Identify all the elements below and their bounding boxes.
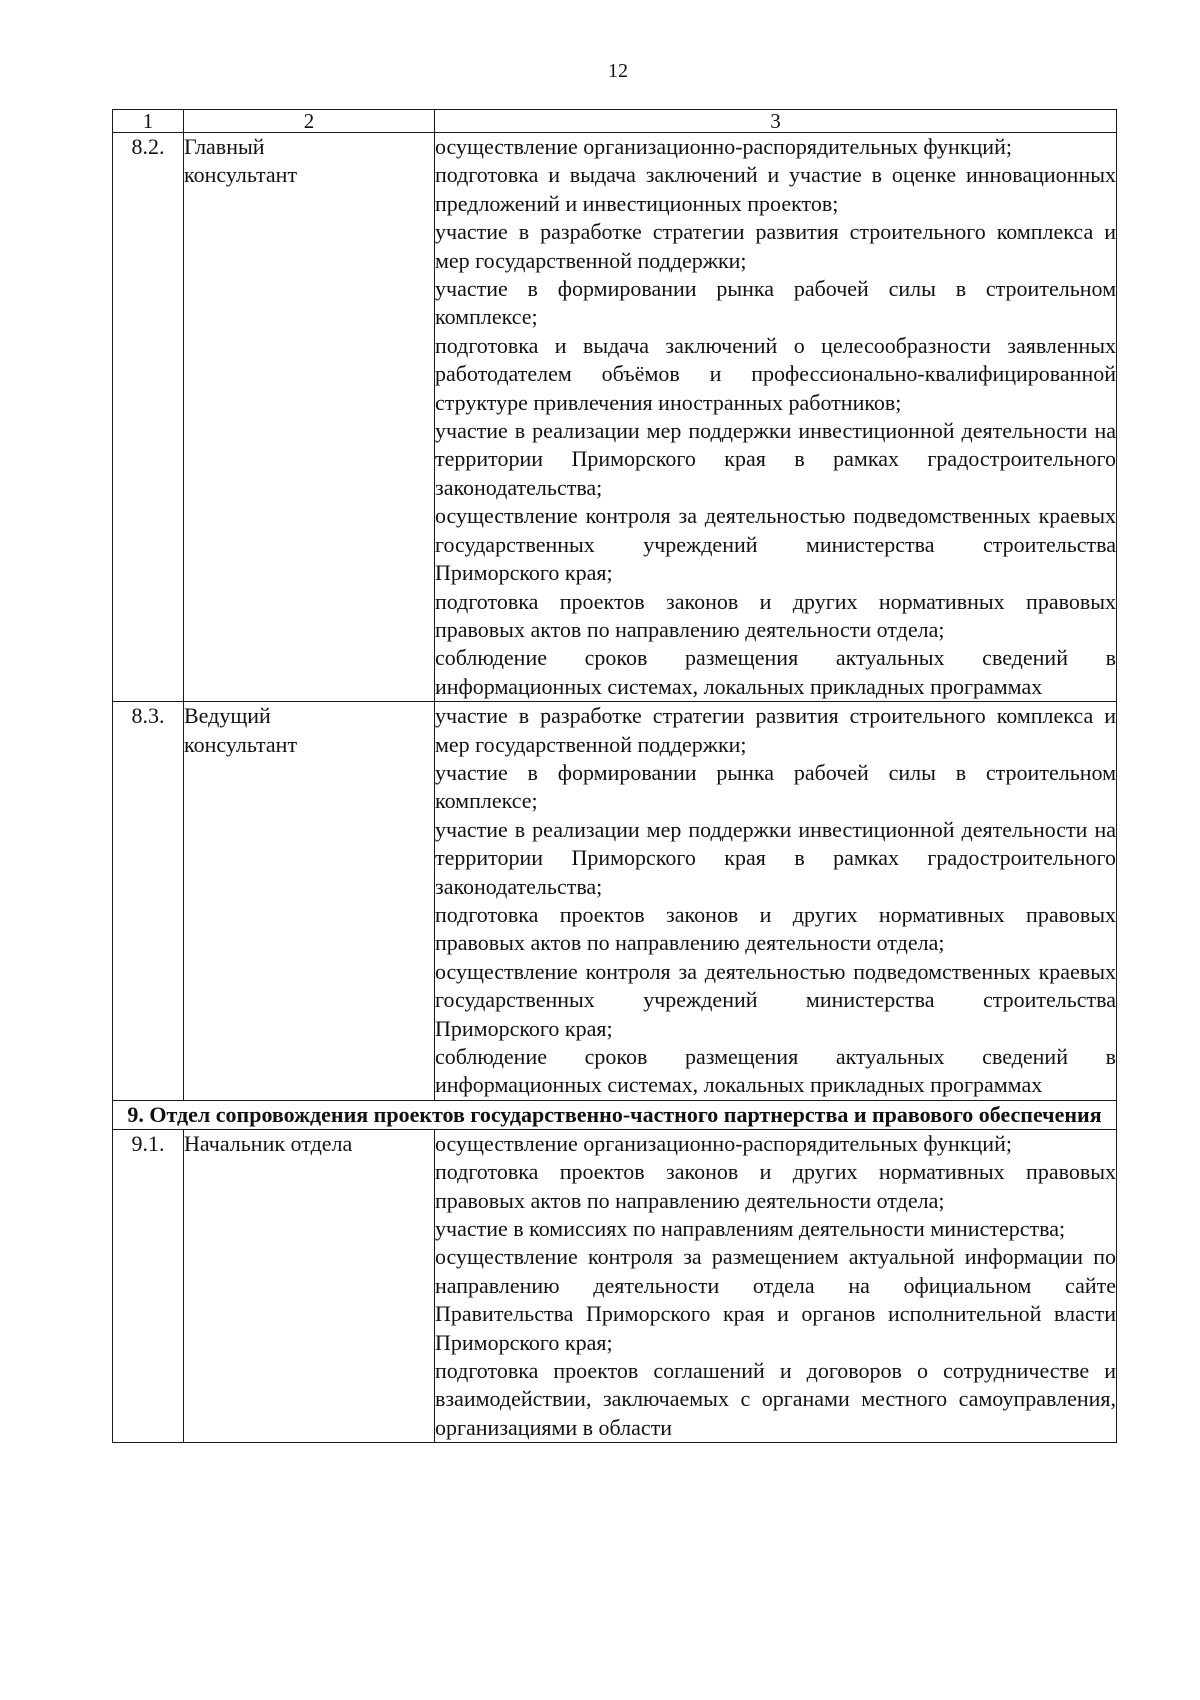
duties-cell <box>435 702 1117 1101</box>
table-row <box>113 702 1117 1101</box>
header-col-3: 3 <box>435 110 1117 133</box>
row-number: 9.1. <box>113 1129 184 1442</box>
duty-item: осуществление контроля за размещением актуальной информации по направлению деятельности отдела на официальном сайте Правительства Приморского края и органов исполнительной власти Приморского края; <box>435 1244 1116 1355</box>
duty-item: подготовка проектов законов и других нормативных правовых правовых актов по направлению деятельности отдела; <box>435 588 1116 642</box>
row-number: 8.2. <box>113 133 184 702</box>
row-number: 8.3. <box>113 702 184 1101</box>
table-row <box>113 1129 1117 1442</box>
duty-item: осуществление организационно-распорядительных функций; <box>435 134 1012 159</box>
duties-cell <box>435 133 1117 702</box>
position-title <box>184 1129 435 1442</box>
duty-item: участие в формировании рынка рабочей силы в строительном комплексе; <box>435 276 1116 330</box>
duty-item: подготовка проектов соглашений и договоров о сотрудничестве и взаимодействии, заключаемых с органами местного самоуправления, организациями в области <box>435 1358 1116 1440</box>
duty-item: участие в формировании рынка рабочей силы в строительном комплексе; <box>435 759 1116 814</box>
duty-item: осуществление контроля за деятельностью подведомственных краевых государственных учреждений министерства строительства Приморского края; <box>435 958 1116 1041</box>
position-title <box>184 133 435 702</box>
duty-item: подготовка проектов законов и других нормативных правовых правовых актов по направлению деятельности отдела; <box>435 901 1116 956</box>
table-row <box>113 133 1117 702</box>
header-col-2: 2 <box>184 110 435 133</box>
duty-item: соблюдение сроков размещения актуальных сведений в информационных системах, локальных прикладных программах <box>435 1044 1116 1098</box>
duty-item: участие в разработке стратегии развития строительного комплекса и мер государственной поддержки; <box>435 219 1116 273</box>
page-number: 12 <box>608 60 628 82</box>
position-title-line: Главный <box>184 134 265 159</box>
position-title-line: Ведущий <box>184 703 271 729</box>
duty-item: подготовка и выдача заключений и участие в оценке инновационных предложений и инвестиционных проектов; <box>435 162 1116 216</box>
position-title-line: консультант <box>184 162 298 188</box>
duty-item: участие в комиссиях по направлениям деятельности министерства; <box>435 1216 1066 1242</box>
duties-cell <box>435 1129 1117 1442</box>
position-title-line: Начальник отдела <box>184 1130 353 1156</box>
section-heading: 9. Отдел сопровождения проектов государственно-частного партнерства и правового обеспечения <box>113 1100 1117 1129</box>
duty-item: соблюдение сроков размещения актуальных сведений в информационных системах, локальных прикладных программах <box>435 645 1116 699</box>
duty-item: участие в реализации мер поддержки инвестиционной деятельности на территории Приморского края в рамках градостроительного законодательства; <box>435 418 1116 500</box>
duty-item: осуществление организационно-распорядительных функций; <box>435 1130 1012 1156</box>
table-header-row <box>113 110 1117 133</box>
section-heading-row <box>113 1100 1117 1129</box>
position-title <box>184 702 435 1101</box>
duty-item: участие в реализации мер поддержки инвестиционной деятельности на территории Приморского края в рамках градостроительного законодательства; <box>435 816 1116 899</box>
duty-item: подготовка и выдача заключений о целесообразности заявленных работодателем объёмов и профессионально-квалифицированной структуре привлечения иностранных работников; <box>435 332 1116 415</box>
duty-item: подготовка проектов законов и других нормативных правовых правовых актов по направлению деятельности отдела; <box>435 1159 1116 1213</box>
header-col-1: 1 <box>113 110 184 133</box>
duty-item: осуществление контроля за деятельностью подведомственных краевых государственных учреждений министерства строительства Приморского края; <box>435 503 1116 586</box>
position-title-line: консультант <box>184 731 298 757</box>
staff-duties-table <box>112 109 1117 1443</box>
duty-item: участие в разработке стратегии развития строительного комплекса и мер государственной поддержки; <box>435 703 1116 757</box>
